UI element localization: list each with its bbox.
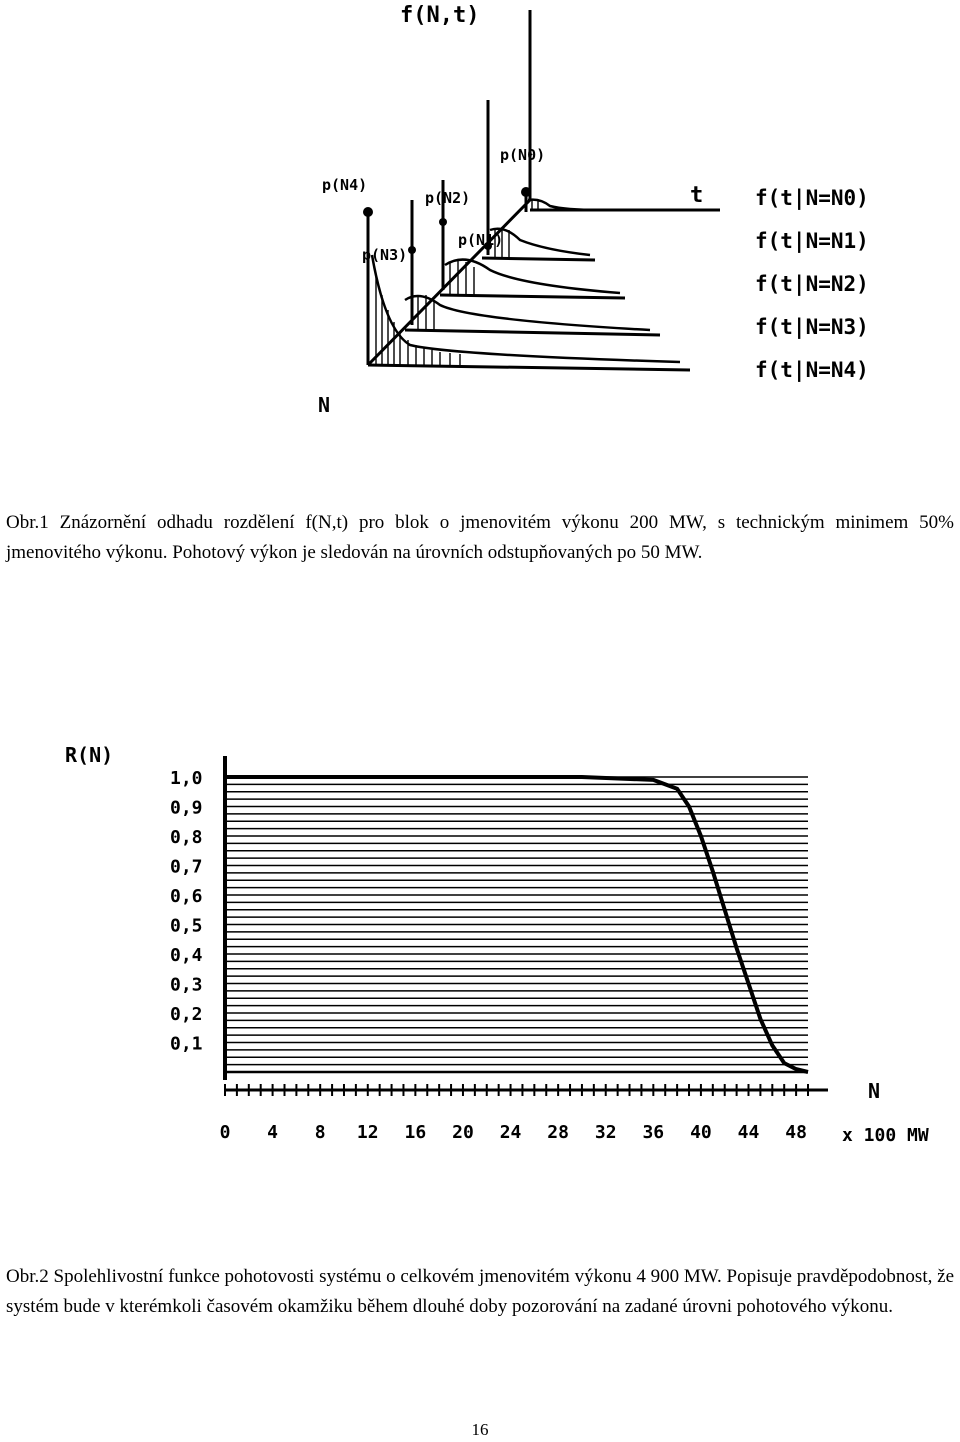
x-tick-label: 12 [356,1122,379,1143]
x-tick-label: 44 [737,1122,760,1143]
figure-1-title: f(N,t) [400,3,480,28]
y-tick-label: 0,6 [170,886,203,907]
conditional-label-n4: f(t|N=N4) [755,358,869,382]
peak-label-n3: p(N3) [362,246,408,264]
y-tick-label: 0,4 [170,945,203,966]
figure-2-caption: Obr.2 Spolehlivostní funkce pohotovosti systému o celkovém jmenovitém výkonu 4 900 MW. Popisuje pravděpodobnost, že systém bude v kterémkoli časovém okamžiku během dlouhé doby pozorování na zadané úrovni pohotového výkonu. [6,1266,954,1317]
x-axis-unit: x 100 MW [842,1125,929,1146]
peak-label-n4: p(N4) [322,176,368,194]
y-tick-label: 0,5 [170,915,203,937]
page-number: 16 [471,1420,489,1439]
x-tick-label: 24 [499,1122,522,1143]
y-tick-label: 0,3 [170,974,203,996]
figure-1 [0,0,960,470]
y-tick-label: 0,1 [170,1033,203,1055]
y-axis-label: R(N) [65,743,114,767]
x-tick-label: 36 [642,1122,665,1143]
peak-label-n1: p(N1) [458,231,504,249]
y-tick-label: 0,8 [170,827,203,848]
x-tick-labels [220,1122,807,1143]
x-tick-label: 48 [785,1122,807,1143]
x-tick-label: 4 [267,1122,279,1143]
x-tick-label: 20 [452,1122,474,1143]
x-tick-label: 8 [314,1122,326,1143]
n-axis-label: N [318,393,331,417]
x-axis-label: N [868,1079,881,1103]
y-tick-label: 0,2 [170,1004,203,1025]
x-tick-label: 0 [219,1122,231,1143]
conditional-label-n0: f(t|N=N0) [755,186,869,210]
figure-2-chart [0,720,960,1160]
x-tick-label: 40 [690,1122,712,1143]
y-tick-label: 0,9 [170,797,203,819]
conditional-label-n3: f(t|N=N3) [755,315,869,339]
t-axis-label: t [690,183,704,208]
y-tick-label: 0,7 [170,856,203,878]
conditional-label-n1: f(t|N=N1) [755,229,869,253]
chart-grid [225,756,828,1096]
x-tick-label: 28 [547,1122,569,1143]
peak-label-n2: p(N2) [425,189,471,207]
figure-1-caption: Obr.1 Znázornění odhadu rozdělení f(N,t) pro blok o jmenovitém výkonu 200 MW, s technickým minimem 50% jmenovitého výkonu. Pohotový výkon je sledován na úrovních odstupňovaných po 50 MW. [6,512,954,563]
x-tick-label: 16 [404,1122,427,1143]
x-tick-label: 32 [594,1122,617,1143]
conditional-label-n2: f(t|N=N2) [755,272,869,296]
peak-label-n0: p(N0) [500,146,546,164]
y-tick-labels [170,768,203,1055]
y-tick-label: 1,0 [170,768,203,789]
